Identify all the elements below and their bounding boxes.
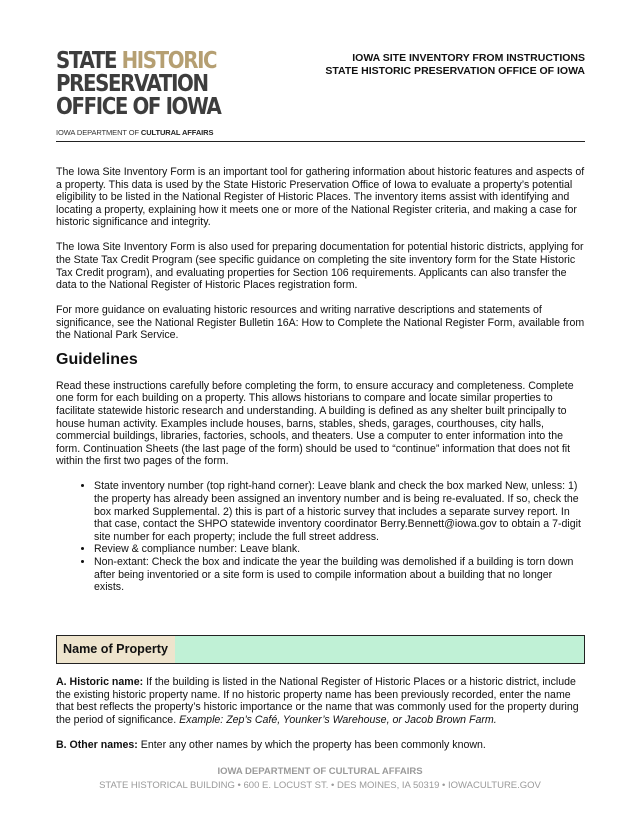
header-title: IOWA SITE INVENTORY FROM INSTRUCTIONS [352,52,585,64]
list-item: • State inventory number (top right-hand corner): Leave blank and check the box marked New, unless: 1) the property has already been assigned an inventory number and is being re-evaluated. If so, check the box marked Supplemental. 2) this is part of a historic survey that includes a separate survey report. In that case, contact the SHPO statewide inventory coordinator Berry.Bennett@iowa.gov to obtain a 7-digit site number for each property; include the full street address. [94,480,585,543]
item-b [56,739,585,752]
logo-department [56,128,214,137]
guidelines-heading: Guidelines [56,351,138,369]
document-header [325,52,585,78]
item-a-text: If the building is listed in the National Register of Historic Places or a historic district, include the existing historic property name. If no historic property name has been previously recorded, enter the name that best reflects the property’s historic importance or the name that was commonly used for the property during the period of significance. [56,676,579,726]
logo-line-3: OFFICE OF IOWA [56,94,221,120]
intro-paragraph-2: The Iowa Site Inventory Form is also used for preparing documentation for potential historic districts, applying for the State Tax Credit Program (see specific guidance on completing the site inventory form for the State Historic Tax Credit program), and evaluating properties for Section 106 requirements. Applicants can also transfer the data to the National Register of Historic Places registration form. [56,241,584,292]
logo-line-2: PRESERVATION [56,71,208,97]
item-a-label: A. Historic name: [56,676,144,688]
section-title: Name of Property [57,636,175,663]
footer-department: IOWA DEPARTMENT OF CULTURAL AFFAIRS [217,766,423,777]
logo-word-historic: HISTORIC [121,48,217,74]
guidelines-paragraph: Read these instructions carefully before completing the form, to ensure accuracy and completeness. Complete one form for each building on a property. This allows historians to compare and locate similar properties to facilitate statewide historic research and understanding. A building is defined as any shelter built principally to house human activity. Examples include houses, barns, stables, sheds, garages, courthouses, city halls, commercial buildings, libraries, factories, schools, and theaters. Use a computer to enter information into the form. Continuation Sheets (the last page of the form) should be used to “continue” information that does not fit within the first two pages of the form. [56,379,574,468]
section-header-bar [56,635,585,664]
item-a [56,676,585,726]
footer-address: STATE HISTORICAL BUILDING • 600 E. LOCUST ST. • DES MOINES, IA 50319 • IOWACULTURE.GOV [99,780,541,791]
item-a-example: Example: Zep’s Café, Younker’s Warehouse, or Jacob Brown Farm. [179,713,497,726]
intro-paragraph-1: The Iowa Site Inventory Form is an important tool for gathering information about historic features and aspects of a property. This data is used by the State Historic Preservation Office of Iowa to evaluate a property’s potential eligibility to be listed in the National Register of Historic Places. The inventory items assist with identifying and locating a property, explaining how it meets one or more of the National Register criteria, and making a case for historic significance and integrity. [56,166,585,229]
item-b-text: Enter any other names by which the property has been commonly known. [137,738,486,751]
guidelines-list [56,480,585,593]
list-item: • Non-extant: Check the box and indicate the year the building was demolished if a building is torn down after being inventoried or a site form is used to compile information about a building that no longer exists. [94,556,585,594]
logo-dept-prefix: IOWA DEPARTMENT OF [56,128,139,137]
list-item: • Review & compliance number: Leave blank. [94,543,585,556]
logo-line-1 [56,48,217,74]
main-content [56,166,585,607]
logo-word-state: STATE [56,48,117,74]
header-divider [56,141,585,142]
intro-paragraph-3: For more guidance on evaluating historic resources and writing narrative descriptions and statements of significance, see the National Register Bulletin 16A: How to Complete the National Register Form, available from the National Park Service. [56,304,585,342]
field-instructions [56,676,585,764]
item-b-label: B. Other names: [56,738,138,751]
header-subtitle: STATE HISTORIC PRESERVATION OFFICE OF IOWA [325,65,585,77]
logo-dept-name: CULTURAL AFFAIRS [140,128,214,137]
shpo-logo [56,48,221,137]
